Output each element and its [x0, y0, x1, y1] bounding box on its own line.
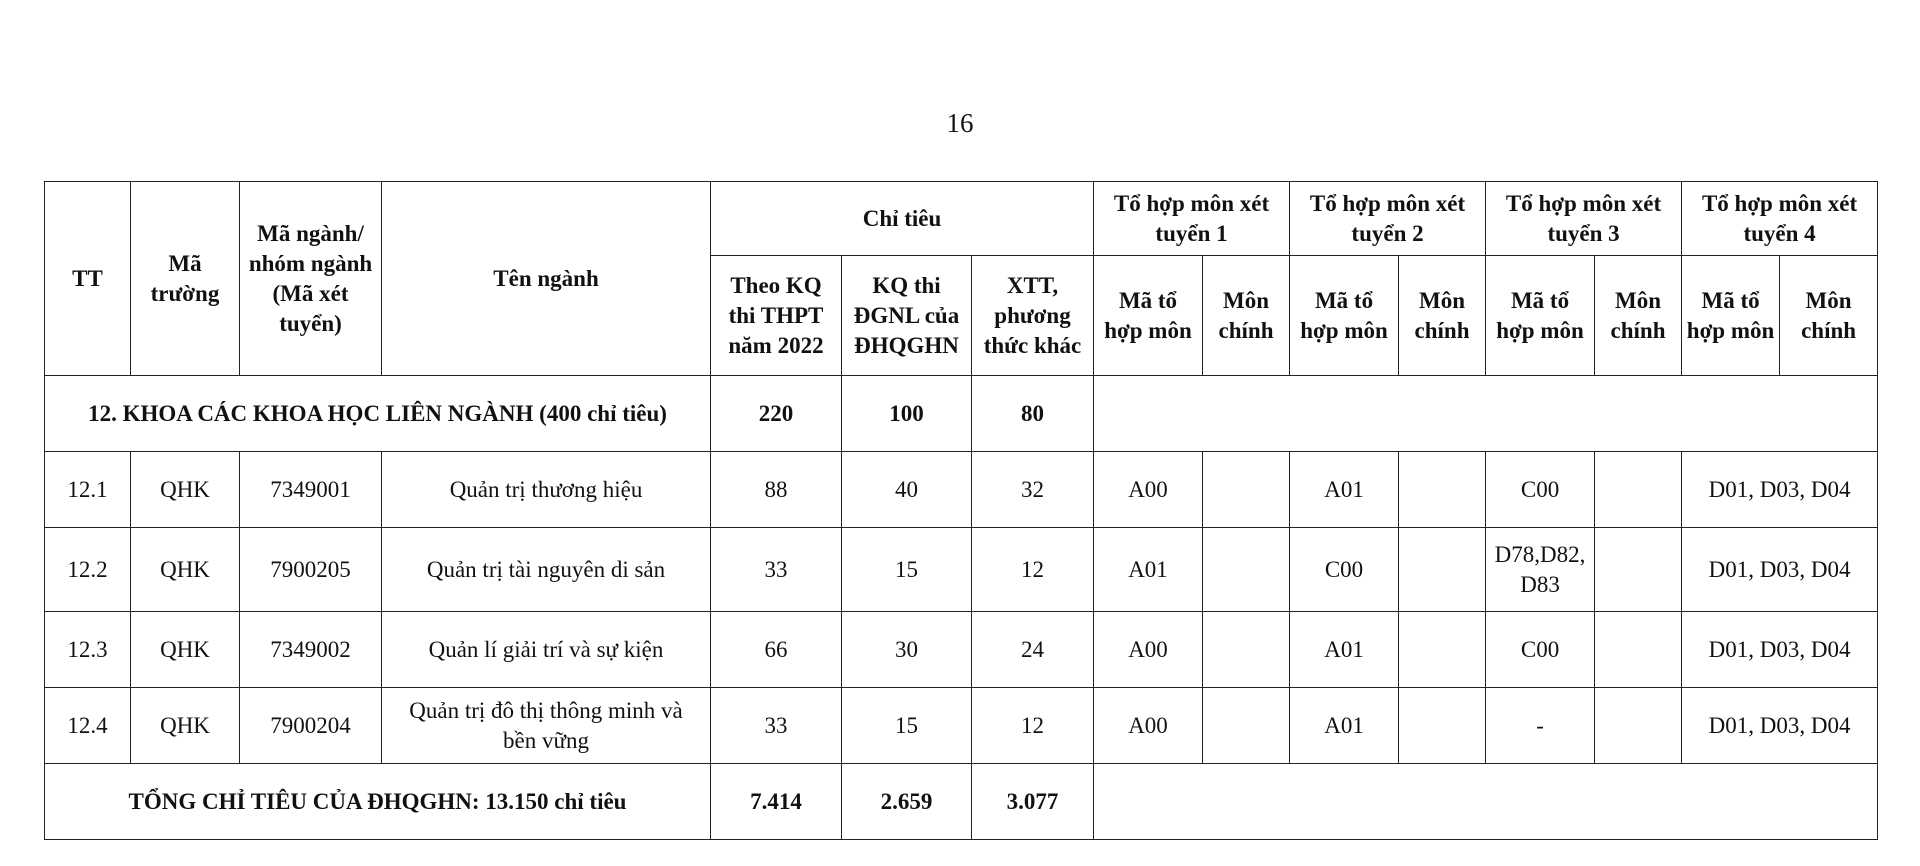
cell-mon-chinh-2: [1399, 612, 1486, 688]
total-thpt: 7.414: [711, 764, 842, 840]
cell-thpt: 33: [711, 528, 842, 612]
cell-ma: 7349001: [240, 452, 382, 528]
header-ma-to-hop-3: Mã tổ hợp môn: [1486, 256, 1595, 376]
cell-mon-chinh-3: [1595, 688, 1682, 764]
total-khac: 3.077: [972, 764, 1094, 840]
cell-truong: QHK: [131, 528, 240, 612]
page-number: 16: [946, 108, 974, 138]
cell-mon-chinh-2: [1399, 528, 1486, 612]
total-row: [45, 764, 1878, 840]
cell-truong: QHK: [131, 612, 240, 688]
cell-to-hop-2: C00: [1290, 528, 1399, 612]
section-blank: [1094, 376, 1878, 452]
header-ma-nganh: Mã ngành/ nhóm ngành (Mã xét tuyển): [240, 182, 382, 376]
cell-dgnl: 15: [842, 688, 972, 764]
cell-mon-chinh-1: [1203, 452, 1290, 528]
cell-ten: Quản trị đô thị thông minh và bền vững: [382, 688, 711, 764]
header-to-hop-1: Tổ hợp môn xét tuyển 1: [1094, 182, 1290, 256]
cell-to-hop-2: A01: [1290, 612, 1399, 688]
header-ten-nganh: Tên ngành: [382, 182, 711, 376]
cell-mon-chinh-1: [1203, 688, 1290, 764]
cell-khac: 24: [972, 612, 1094, 688]
cell-khac: 12: [972, 688, 1094, 764]
cell-tt: 12.4: [45, 688, 131, 764]
cell-to-hop-2: A01: [1290, 452, 1399, 528]
total-blank: [1094, 764, 1878, 840]
cell-mon-chinh-2: [1399, 688, 1486, 764]
cell-mon-chinh-1: [1203, 612, 1290, 688]
header-theo-kq-thpt: Theo KQ thi THPT năm 2022: [711, 256, 842, 376]
cell-dgnl: 30: [842, 612, 972, 688]
cell-dgnl: 40: [842, 452, 972, 528]
cell-to-hop-4: D01, D03, D04: [1682, 528, 1878, 612]
header-mon-chinh-4: Môn chính: [1780, 256, 1878, 376]
header-ma-to-hop-4: Mã tổ hợp môn: [1682, 256, 1780, 376]
cell-khac: 12: [972, 528, 1094, 612]
table-row: [45, 612, 1878, 688]
cell-to-hop-1: A00: [1094, 452, 1203, 528]
cell-to-hop-2: A01: [1290, 688, 1399, 764]
header-tt: TT: [45, 182, 131, 376]
cell-ten: Quản lí giải trí và sự kiện: [382, 612, 711, 688]
header-mon-chinh-1: Môn chính: [1203, 256, 1290, 376]
cell-mon-chinh-2: [1399, 452, 1486, 528]
cell-ma: 7900204: [240, 688, 382, 764]
cell-ma: 7900205: [240, 528, 382, 612]
table-row: [45, 528, 1878, 612]
header-mon-chinh-3: Môn chính: [1595, 256, 1682, 376]
header-to-hop-3: Tổ hợp môn xét tuyển 3: [1486, 182, 1682, 256]
cell-to-hop-1: A01: [1094, 528, 1203, 612]
cell-ten: Quản trị thương hiệu: [382, 452, 711, 528]
header-to-hop-4: Tổ hợp môn xét tuyển 4: [1682, 182, 1878, 256]
header-ma-to-hop-1: Mã tổ hợp môn: [1094, 256, 1203, 376]
cell-truong: QHK: [131, 452, 240, 528]
cell-tt: 12.1: [45, 452, 131, 528]
cell-to-hop-3: -: [1486, 688, 1595, 764]
cell-dgnl: 15: [842, 528, 972, 612]
cell-tt: 12.3: [45, 612, 131, 688]
header-chi-tieu: Chỉ tiêu: [711, 182, 1094, 256]
cell-to-hop-3: C00: [1486, 452, 1595, 528]
header-to-hop-2: Tổ hợp môn xét tuyển 2: [1290, 182, 1486, 256]
cell-mon-chinh-3: [1595, 528, 1682, 612]
header-mon-chinh-2: Môn chính: [1399, 256, 1486, 376]
section-title: 12. KHOA CÁC KHOA HỌC LIÊN NGÀNH (400 chỉ tiêu): [45, 376, 711, 452]
cell-mon-chinh-1: [1203, 528, 1290, 612]
header-row-1: [45, 182, 1878, 256]
section-dgnl: 100: [842, 376, 972, 452]
cell-mon-chinh-3: [1595, 612, 1682, 688]
cell-to-hop-4: D01, D03, D04: [1682, 452, 1878, 528]
cell-thpt: 66: [711, 612, 842, 688]
total-dgnl: 2.659: [842, 764, 972, 840]
total-title: TỔNG CHỈ TIÊU CỦA ĐHQGHN: 13.150 chỉ tiêu: [45, 764, 711, 840]
cell-truong: QHK: [131, 688, 240, 764]
cell-to-hop-1: A00: [1094, 612, 1203, 688]
header-xtt-khac: XTT, phương thức khác: [972, 256, 1094, 376]
cell-to-hop-3: D78,D82, D83: [1486, 528, 1595, 612]
section-thpt: 220: [711, 376, 842, 452]
header-kq-dgnl: KQ thi ĐGNL của ĐHQGHN: [842, 256, 972, 376]
cell-khac: 32: [972, 452, 1094, 528]
cell-mon-chinh-3: [1595, 452, 1682, 528]
table-row: [45, 452, 1878, 528]
cell-to-hop-1: A00: [1094, 688, 1203, 764]
header-ma-truong: Mã trường: [131, 182, 240, 376]
section-row: [45, 376, 1878, 452]
table-row: [45, 688, 1878, 764]
cell-to-hop-4: D01, D03, D04: [1682, 688, 1878, 764]
cell-thpt: 88: [711, 452, 842, 528]
cell-ma: 7349002: [240, 612, 382, 688]
cell-ten: Quản trị tài nguyên di sản: [382, 528, 711, 612]
cell-tt: 12.2: [45, 528, 131, 612]
section-khac: 80: [972, 376, 1094, 452]
cell-to-hop-3: C00: [1486, 612, 1595, 688]
header-ma-to-hop-2: Mã tổ hợp môn: [1290, 256, 1399, 376]
admission-quota-table: [44, 181, 1878, 840]
cell-thpt: 33: [711, 688, 842, 764]
cell-to-hop-4: D01, D03, D04: [1682, 612, 1878, 688]
